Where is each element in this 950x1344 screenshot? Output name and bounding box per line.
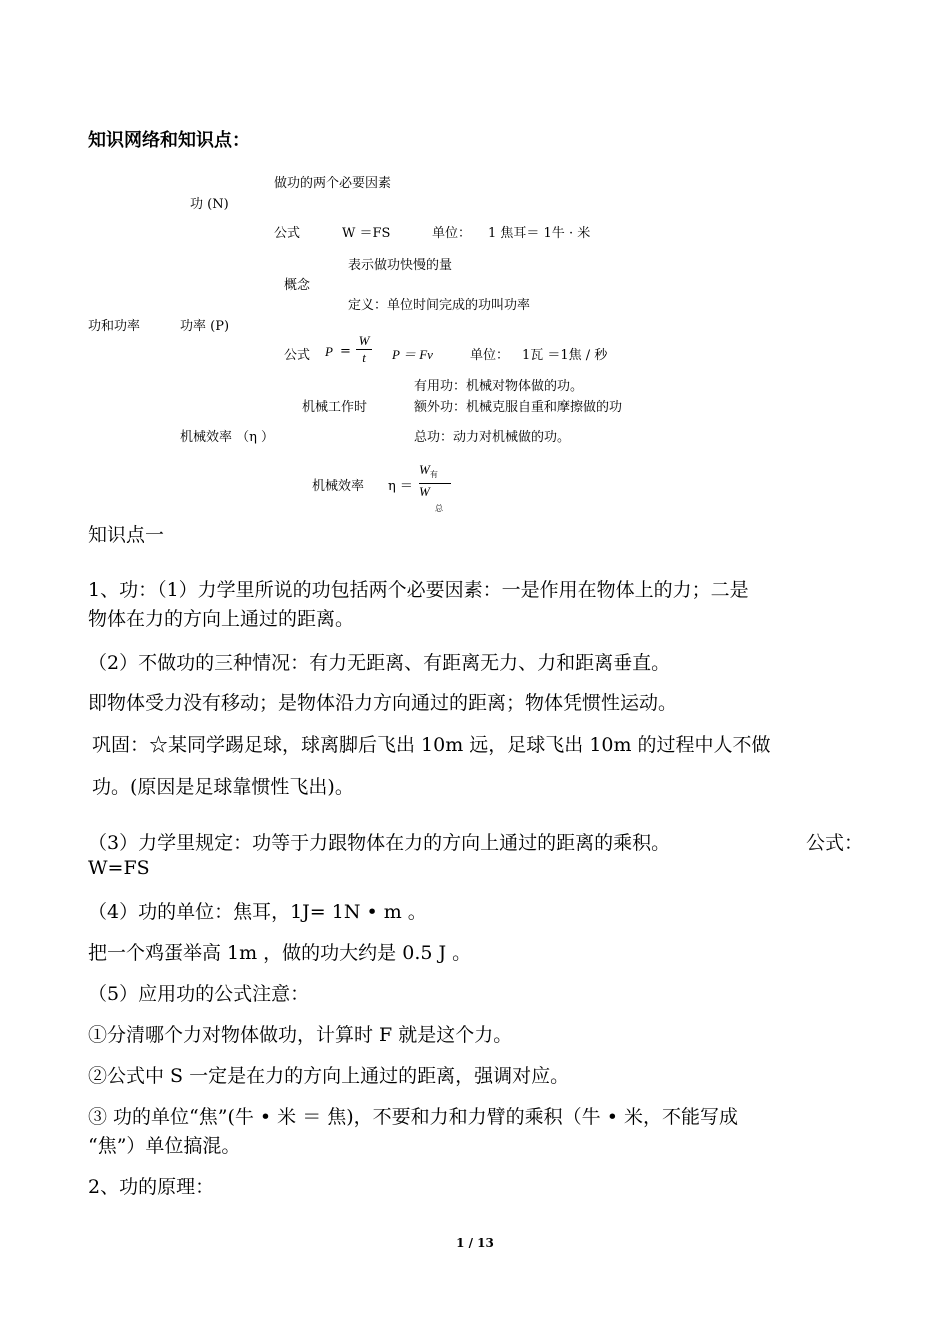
total-subscript: 总 (435, 504, 443, 513)
power-numerator: W (358, 333, 370, 348)
machine-working-label: 机械工作时 (302, 400, 368, 415)
work-unit: 1 焦耳＝ 1牛 · 米 (488, 226, 591, 241)
power-equals: = (340, 344, 351, 359)
extra-work: 额外功：机械克服自重和摩擦做的功 (414, 400, 623, 415)
paragraph-line: ②公式中 S 一定是在力的方向上通过的距离，强调对应。 (88, 1065, 570, 1087)
paragraph-line: 即物体受力没有移动；是物体沿力方向通过的距离；物体凭惯性运动。 (88, 692, 678, 714)
work-formula: W ＝FS (342, 226, 391, 241)
power-formula-fv: P ＝ Fv (392, 347, 433, 362)
power-definition: 定义：单位时间完成的功叫功率 (348, 298, 531, 313)
efficiency-formula-label: 机械效率 (312, 479, 365, 494)
efficiency-fraction (419, 463, 451, 499)
paragraph-line: 1、功：（1）力学里所说的功包括两个必要因素：一是作用在物体上的力；二是 (88, 579, 749, 601)
efficiency-numerator: $W_有$ (419, 462, 438, 479)
paragraph-line: W=FS (88, 857, 150, 879)
paragraph-line: （4）功的单位：焦耳，1J= 1N • m 。 (88, 901, 427, 923)
efficiency-denominator: W (419, 484, 430, 499)
efficiency-node: 机械效率 （η ） (180, 430, 275, 445)
paragraph-line: 把一个鸡蛋举高 1m ，做的功大约是 0.5 J 。 (88, 942, 472, 964)
work-unit-label: 单位： (432, 226, 472, 241)
paragraph-line-right: 公式： (806, 832, 864, 854)
root-node: 功和功率 (88, 319, 141, 334)
power-concept-label: 概念 (284, 278, 311, 293)
paragraph-line: 物体在力的方向上通过的距离。 (88, 608, 355, 630)
page-number: 1 / 13 (456, 1236, 494, 1250)
paragraph-line: （3）力学里规定：功等于力跟物体在力的方向上通过的距离的乘积。 (88, 832, 671, 854)
section-title: 知识点一 (88, 524, 165, 546)
power-denominator: t (362, 350, 366, 365)
paragraph-line: 巩固：☆某同学踢足球，球离脚后飞出 10m 远，足球飞出 10m 的过程中人不做 (92, 734, 771, 756)
power-fraction (356, 334, 372, 365)
paragraph-line: “焦”）单位搞混。 (88, 1135, 241, 1157)
power-meaning: 表示做功快慢的量 (348, 258, 453, 273)
paragraph-line: ①分清哪个力对物体做功，计算时 F 就是这个力。 (88, 1024, 513, 1046)
paragraph-line: ③ 功的单位“焦”(牛 • 米 ＝ 焦)，不要和力和力臂的乘积（牛 • 米，不能写成 (88, 1106, 738, 1128)
work-formula-label: 公式 (274, 226, 301, 241)
efficiency-eta: η ＝ (388, 479, 413, 494)
work-node: 功 (N) (190, 197, 229, 212)
power-formula-label: 公式 (284, 348, 311, 363)
power-node: 功率 (P) (180, 319, 230, 334)
page-heading: 知识网络和知识点： (88, 130, 250, 151)
power-unit: 1瓦 ＝1焦 / 秒 (522, 348, 608, 363)
total-work: 总功：动力对机械做的功。 (414, 430, 571, 445)
paragraph-line: （5）应用功的公式注意： (88, 983, 310, 1005)
useful-work: 有用功：机械对物体做的功。 (414, 379, 584, 394)
power-symbol: P (325, 344, 333, 359)
paragraph-line: （2）不做功的三种情况：有力无距离、有距离无力、力和距离垂直。 (88, 652, 671, 674)
useful-subscript: 有 (429, 470, 438, 479)
work-factors-label: 做功的两个必要因素 (274, 176, 392, 191)
paragraph-line: 2、功的原理： (88, 1176, 215, 1198)
paragraph-line: 功。(原因是足球靠惯性飞出)。 (92, 776, 354, 798)
power-unit-label: 单位： (470, 348, 510, 363)
